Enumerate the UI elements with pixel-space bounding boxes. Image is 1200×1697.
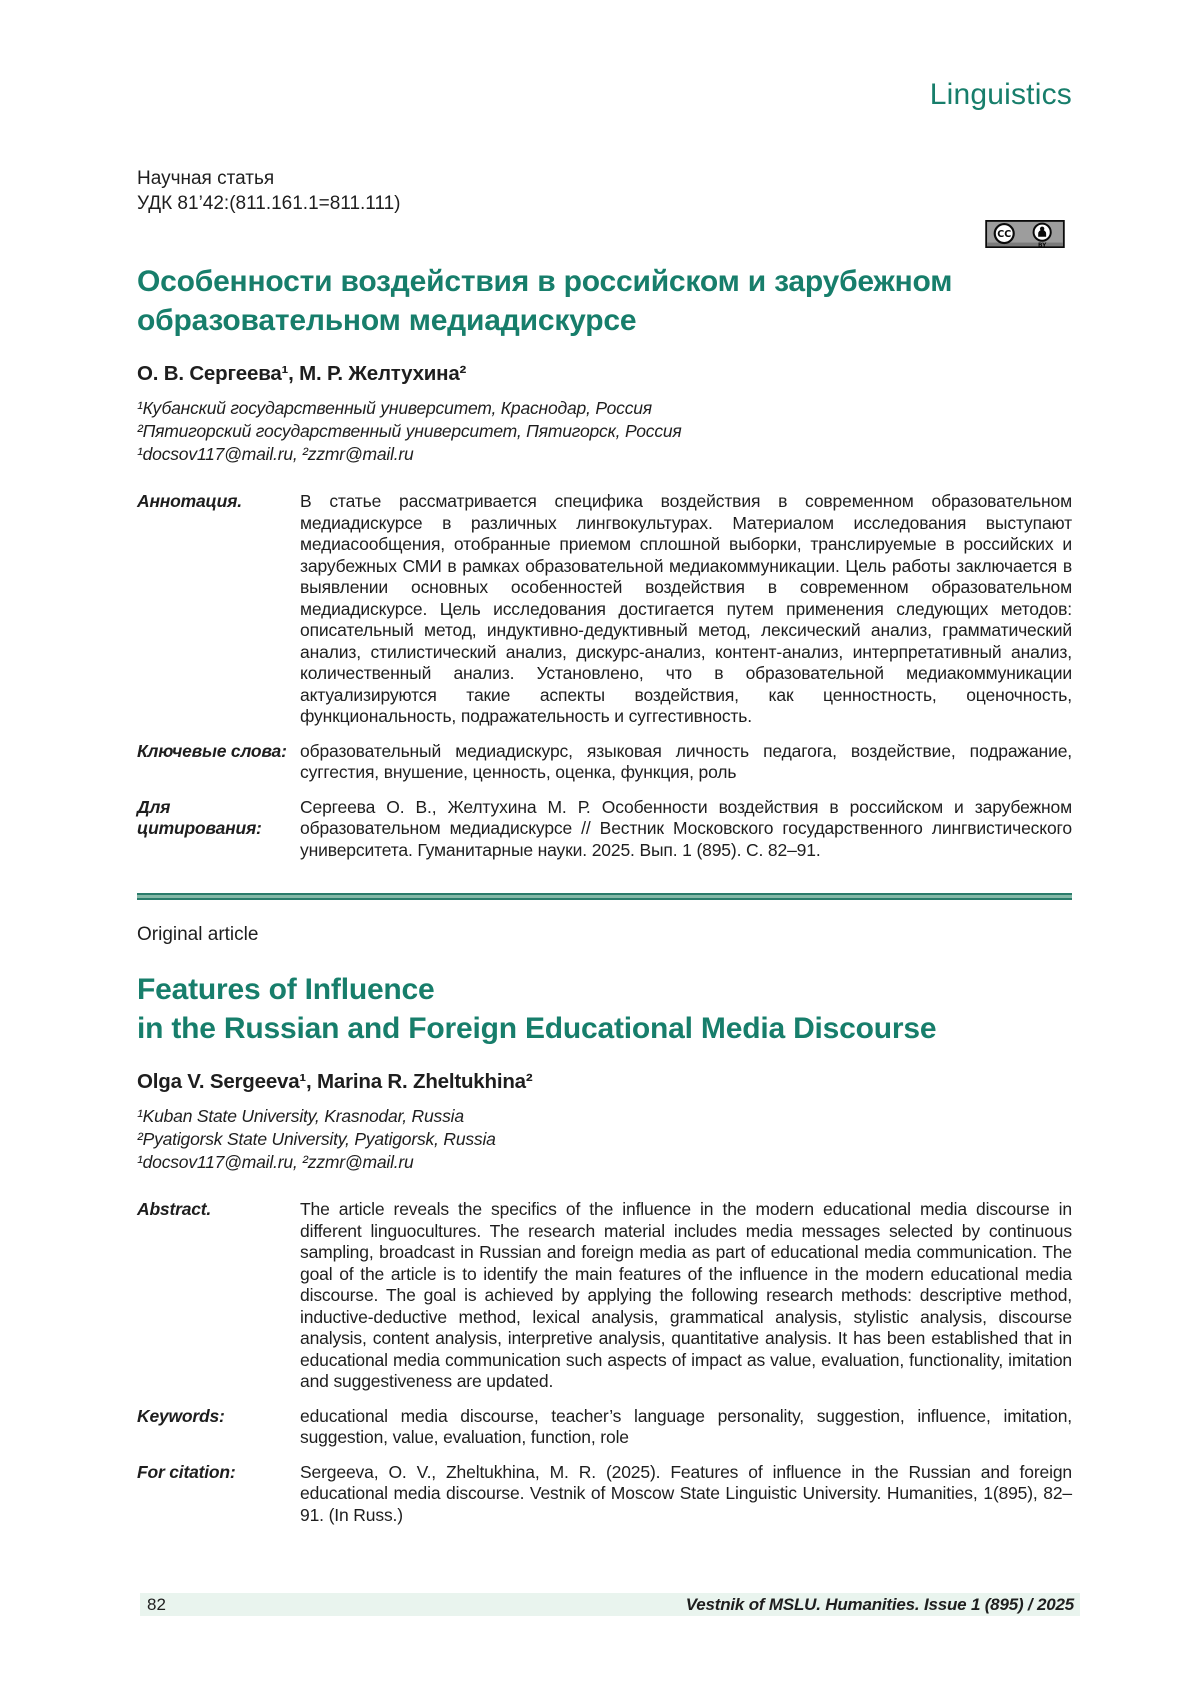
- affiliation-en-1: ¹Kuban State University, Krasnodar, Russia: [137, 1106, 464, 1126]
- page-footer: [140, 1593, 1080, 1616]
- abstract-row-en: [137, 1199, 1072, 1393]
- article-type-en: Original article: [137, 924, 259, 945]
- citation-label-ru: Для цитирования:: [137, 796, 262, 838]
- abstract-label-ru: Аннотация.: [137, 491, 242, 511]
- affiliations-ru: [137, 397, 1072, 466]
- article-type-ru: Научная статья: [137, 168, 275, 189]
- citation-text-en: Sergeeva, O. V., Zheltukhina, M. R. (2025). Features of influence in the Russian and foreign educational media discourse. Vestnik of Moscow State Linguistic University. Humanities, 1(895), 82–91. (In Russ.): [300, 1461, 1072, 1525]
- page-number: 82: [147, 1594, 166, 1614]
- affiliation-ru-1: ¹Кубанский государственный университет, Краснодар, Россия: [137, 398, 652, 418]
- citation-row-ru: [137, 797, 1072, 862]
- citation-row-en: [137, 1462, 1072, 1527]
- citation-label-en: For citation:: [137, 1461, 236, 1482]
- authors-ru: О. В. Сергеева¹, М. Р. Желтухина²: [137, 362, 467, 385]
- keywords-text-ru: образовательный медиадискурс, языковая личность педагога, воздействие, подражание, суггестия, внушение, ценность, оценка, функция, роль: [300, 740, 1072, 782]
- abstract-label-en: Abstract.: [137, 1199, 212, 1219]
- abstract-row-ru: [137, 491, 1072, 728]
- keywords-text-en: educational media discourse, teacher’s language personality, suggestion, influence, imitation, suggestion, value, evaluation, function, role: [300, 1405, 1072, 1447]
- keywords-label-en: Keywords:: [137, 1405, 225, 1426]
- article-title-en: [137, 970, 1072, 1048]
- abstract-text-en: The article reveals the specifics of the influence in the modern educational media discourse in different linguocultures. The research material includes media messages selected by continuous sampling, broadcast in Russian and foreign media as part of educational media communication. The goal of the article is to identify the main features of the influence in the modern educational media discourse. The goal is achieved by applying the following research methods: descriptive method, inductive-deductive method, lexical analysis, grammatical analysis, stylistic analysis, discourse analysis, content analysis, interpretive analysis, quantitative analysis. It has been established that in educational media communication such aspects of impact as value, evaluation, functionality, imitation and suggestiveness are updated.: [300, 1199, 1072, 1391]
- affiliations-en: [137, 1105, 1072, 1174]
- cc-by-license-icon: [985, 220, 1065, 248]
- keywords-label-ru: Ключевые слова:: [137, 740, 287, 761]
- section-rubric: Linguistics: [929, 78, 1072, 111]
- author-emails-en: ¹docsov117@mail.ru, ²zzmr@mail.ru: [137, 1152, 414, 1172]
- cc-letters: CC: [997, 229, 1012, 241]
- article-title-ru: [137, 262, 1072, 340]
- article-title-en-line1: Features of Influence: [137, 973, 435, 1006]
- authors-en: Olga V. Sergeeva¹, Marina R. Zheltukhina²: [137, 1070, 533, 1093]
- author-emails-ru: ¹docsov117@mail.ru, ²zzmr@mail.ru: [137, 444, 414, 464]
- journal-running-title: Vestnik of MSLU. Humanities. Issue 1 (895) / 2025: [685, 1594, 1074, 1614]
- section-divider-rule: [137, 893, 1072, 900]
- abstract-block-ru: [137, 491, 1072, 861]
- article-title-ru-line1: Особенности воздействия в российском и зарубежном: [137, 265, 953, 298]
- abstract-block-en: [137, 1199, 1072, 1526]
- udc-code: УДК 81’42:(811.161.1=811.111): [137, 193, 401, 214]
- article-title-en-line2: in the Russian and Foreign Educational Media Discourse: [137, 1012, 937, 1045]
- keywords-row-en: [137, 1406, 1072, 1449]
- affiliation-ru-2: ²Пятигорский государственный университет, Пятигорск, Россия: [137, 421, 682, 441]
- abstract-text-ru: В статье рассматривается специфика воздействия в современном образовательном медиадискурсе в различных лингвокультурах. Материалом исследования выступают медиасообщения, отобранные приемом сплошной выборки, транслируемые в российских и зарубежных СМИ в рамках образовательной медиакоммуникации. Цель работы заключается в выявлении основных особенностей воздействия в современном образовательном медиадискурсе. Цель исследования достигается путем применения следующих методов: описательный метод, индуктивно-дедуктивный метод, лексический анализ, грамматический анализ, стилистический анализ, дискурс-анализ, контент-анализ, интерпретативный анализ, количественный анализ. Установлено, что в образовательной медиакоммуникации актуализируются такие аспекты воздействия, как ценностность, оценочность, функциональность, подражательность и суггестивность.: [300, 491, 1072, 726]
- affiliation-en-2: ²Pyatigorsk State University, Pyatigorsk, Russia: [137, 1129, 496, 1149]
- keywords-row-ru: [137, 741, 1072, 784]
- article-title-ru-line2: образовательном медиадискурсе: [137, 304, 637, 337]
- article-meta-block: [137, 166, 1072, 248]
- by-label: BY: [1037, 243, 1047, 248]
- citation-text-ru: Сергеева О. В., Желтухина М. Р. Особенности воздействия в российском и зарубежном образовательном медиадискурсе // Вестник Московского государственного лингвистического университета. Гуманитарные науки. 2025. Вып. 1 (895). С. 82–91.: [300, 796, 1072, 860]
